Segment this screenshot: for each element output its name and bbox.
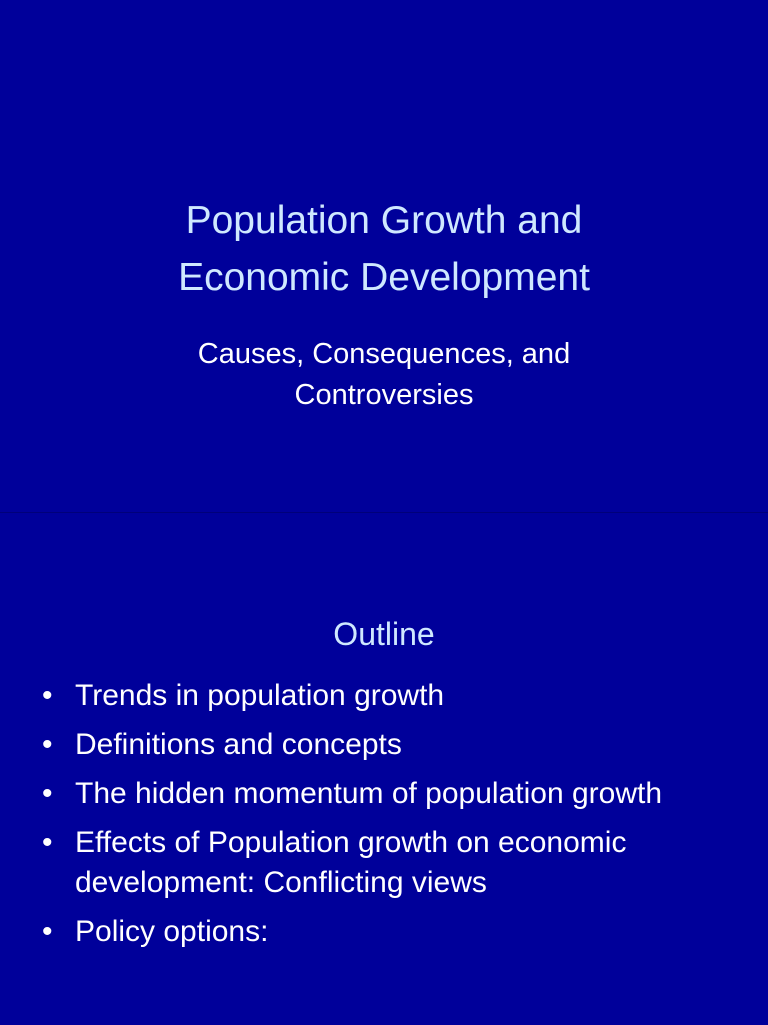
outline-item: • The hidden momentum of population growth [40,774,740,814]
outline-slide [0,512,768,1025]
slide-title-line-2: Economic Development [178,256,590,299]
outline-item: • Policy options: [40,912,740,952]
slide-subtitle-line-1: Causes, Consequences, and [197,338,571,370]
outline-item: • Effects of Population growth on economic development: Conflicting views [40,823,740,903]
slide-subtitle-line-2: Controversies [294,379,474,411]
slide-title [0,192,768,306]
outline-title: Outline [333,616,435,652]
outline-item: • Definitions and concepts [40,725,740,765]
outline-item: • Trends in population growth [40,676,740,716]
outline-list [40,676,740,961]
slide-subtitle [0,334,768,416]
title-slide [0,0,768,512]
slide-title-line-1: Population Growth and [185,199,583,242]
